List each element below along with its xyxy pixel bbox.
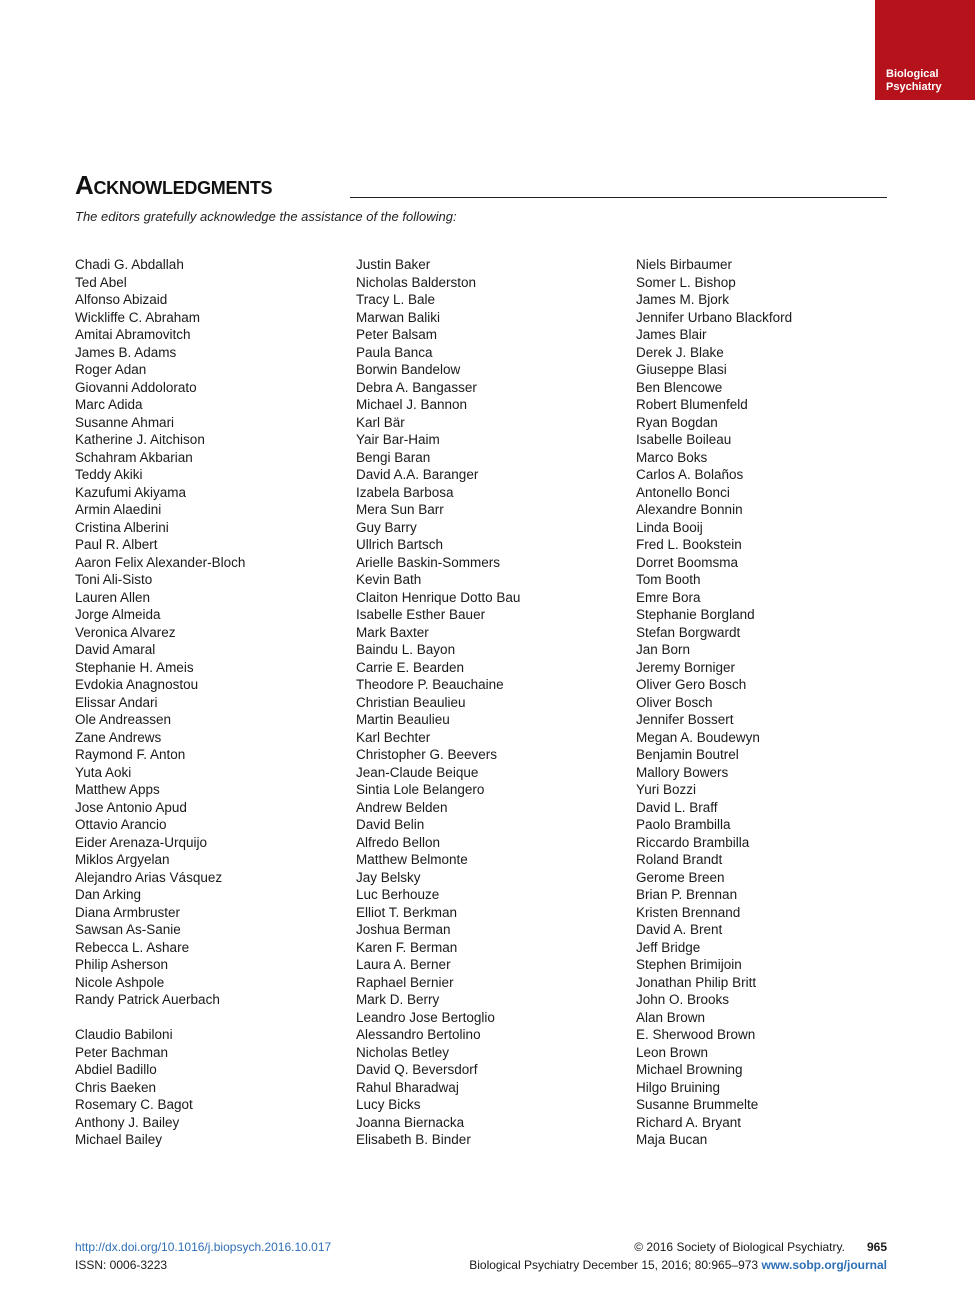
- reviewer-name: Debra A. Bangasser: [356, 379, 477, 395]
- copyright-line: [469, 1239, 887, 1257]
- reviewer-name: Bengi Baran: [356, 449, 431, 465]
- reviewer-name: Kazufumi Akiyama: [75, 484, 187, 500]
- reviewer-name: Miklos Argyelan: [75, 852, 170, 867]
- reviewer-name: Maja Bucan: [636, 1132, 708, 1147]
- reviewer-name: Karl Bechter: [356, 729, 431, 745]
- reviewer-name: Peter Balsam: [356, 327, 438, 342]
- reviewer-name: Carrie E. Bearden: [356, 659, 465, 675]
- reviewer-name: Marc Adida: [75, 397, 143, 412]
- reviewer-name: Michael Browning: [636, 1062, 743, 1077]
- reviewer-name: Philip Asherson: [75, 957, 169, 972]
- reviewer-name: James B. Adams: [75, 344, 177, 360]
- page-subtitle: The editors gratefully acknowledge the assistance of the following:: [75, 209, 457, 224]
- reviewer-name: Jose Antonio Apud: [75, 799, 187, 815]
- reviewer-name: Ottavio Arancio: [75, 817, 167, 832]
- reviewer-name: Wickliffe C. Abraham: [75, 309, 201, 325]
- reviewer-name: Linda Booij: [636, 519, 703, 535]
- reviewer-name: Stephen Brimijoin: [636, 957, 742, 972]
- reviewer-name: Rebecca L. Ashare: [75, 939, 190, 955]
- reviewer-name: Luc Berhouze: [356, 887, 440, 902]
- reviewer-name: Evdokia Anagnostou: [75, 677, 199, 692]
- reviewer-name: Alexandre Bonnin: [636, 502, 743, 517]
- reviewer-name: Susanne Brummelte: [636, 1097, 759, 1112]
- reviewer-name: Isabelle Boileau: [636, 432, 732, 447]
- journal-name-line1: Biological: [886, 68, 939, 80]
- reviewer-name: Alejandro Arias Vásquez: [75, 869, 223, 885]
- reviewer-name: John O. Brooks: [636, 992, 730, 1007]
- reviewer-name: Jan Born: [636, 642, 691, 657]
- reviewer-name: Paolo Brambilla: [636, 817, 731, 832]
- reviewer-name: Nicholas Betley: [356, 1044, 450, 1060]
- reviewer-name: Emre Bora: [636, 589, 701, 605]
- reviewer-name: Zane Andrews: [75, 729, 162, 745]
- reviewer-name: Alan Brown: [636, 1009, 706, 1025]
- reviewer-name: Michael Bailey: [75, 1132, 163, 1147]
- reviewer-name: Joshua Berman: [356, 922, 451, 937]
- reviewer-name: Raphael Bernier: [356, 974, 454, 990]
- reviewer-name: Schahram Akbarian: [75, 449, 193, 465]
- footer-left: [75, 1239, 331, 1274]
- footer-right: [469, 1239, 887, 1274]
- reviewer-name: Jonathan Philip Britt: [636, 974, 757, 990]
- reviewer-name: Oliver Gero Bosch: [636, 677, 747, 692]
- reviewer-name: Paula Banca: [356, 344, 433, 360]
- reviewer-name: David Q. Beversdorf: [356, 1062, 478, 1077]
- reviewer-name: Jay Belsky: [356, 869, 421, 885]
- reviewer-name: Andrew Belden: [356, 799, 448, 815]
- reviewer-name: Tom Booth: [636, 572, 701, 587]
- reviewer-name: Jennifer Urbano Blackford: [636, 309, 793, 325]
- reviewer-name: Jeremy Borniger: [636, 659, 736, 675]
- reviewer-name: Stephanie Borgland: [636, 607, 755, 622]
- reviewer-name: David Belin: [356, 817, 425, 832]
- doi-link[interactable]: http://dx.doi.org/10.1016/j.biopsych.2016.10.017: [75, 1240, 332, 1254]
- reviewer-name: Fred L. Bookstein: [636, 537, 742, 552]
- reviewer-name: Anthony J. Bailey: [75, 1114, 180, 1130]
- reviewer-name: David A.A. Baranger: [356, 467, 479, 482]
- reviewer-name: Teddy Akiki: [75, 467, 143, 482]
- reviewer-name: Benjamin Boutrel: [636, 747, 739, 762]
- reviewer-name: Niels Birbaumer: [636, 257, 733, 272]
- reviewer-name: Cristina Alberini: [75, 519, 169, 535]
- reviewer-column-1: [75, 256, 335, 1149]
- reviewer-name: Joanna Biernacka: [356, 1114, 465, 1130]
- reviewer-name: David Amaral: [75, 642, 156, 657]
- reviewer-name: Paul R. Albert: [75, 537, 158, 552]
- reviewer-name: Stefan Borgwardt: [636, 624, 741, 640]
- reviewer-name: Mallory Bowers: [636, 764, 729, 780]
- reviewer-name: Karl Bär: [356, 414, 405, 430]
- reviewer-name: Arielle Baskin-Sommers: [356, 554, 501, 570]
- reviewer-name: Isabelle Esther Bauer: [356, 607, 486, 622]
- page-title: Acknowledgments: [75, 170, 273, 200]
- reviewer-name: Ullrich Bartsch: [356, 537, 444, 552]
- reviewer-name: Raymond F. Anton: [75, 747, 186, 762]
- reviewer-name: Kristen Brennand: [636, 904, 741, 920]
- page-number: 965: [866, 1240, 887, 1254]
- reviewer-name: Alessandro Bertolino: [356, 1027, 481, 1042]
- citation: Biological Psychiatry December 15, 2016; 80:965–973: [469, 1257, 759, 1272]
- reviewer-name: Christian Beaulieu: [356, 694, 466, 710]
- reviewer-name: James M. Bjork: [636, 292, 730, 307]
- reviewer-name: Kevin Bath: [356, 572, 422, 587]
- reviewer-name: Claiton Henrique Dotto Bau: [356, 589, 521, 605]
- reviewer-name: Lucy Bicks: [356, 1097, 421, 1112]
- reviewer-name: Jeff Bridge: [636, 939, 701, 955]
- reviewer-name: Borwin Bandelow: [356, 362, 461, 377]
- reviewer-name: Dan Arking: [75, 887, 142, 902]
- reviewer-name: Izabela Barbosa: [356, 484, 454, 500]
- reviewer-name: Leandro Jose Bertoglio: [356, 1009, 495, 1025]
- reviewer-name: Eider Arenaza-Urquijo: [75, 834, 208, 850]
- reviewer-name: Peter Bachman: [75, 1044, 169, 1060]
- reviewer-name: Yuta Aoki: [75, 764, 132, 780]
- reviewer-name: Nicole Ashpole: [75, 974, 165, 990]
- reviewer-name: Dorret Boomsma: [636, 554, 739, 570]
- reviewer-name: Jorge Almeida: [75, 607, 161, 622]
- reviewer-name: Justin Baker: [356, 257, 431, 272]
- reviewer-name: Giuseppe Blasi: [636, 362, 727, 377]
- reviewer-name: Marco Boks: [636, 449, 708, 465]
- reviewer-name: E. Sherwood Brown: [636, 1027, 756, 1042]
- reviewer-name: Yuri Bozzi: [636, 782, 697, 797]
- copyright: © 2016 Society of Biological Psychiatry.: [634, 1240, 845, 1254]
- reviewer-name: Elissar Andari: [75, 694, 158, 710]
- reviewer-name: Rahul Bharadwaj: [356, 1079, 459, 1095]
- reviewer-name: David L. Braff: [636, 799, 718, 815]
- reviewer-name: Susanne Ahmari: [75, 414, 175, 430]
- reviewer-name: Aaron Felix Alexander-Bloch: [75, 554, 246, 570]
- reviewer-name: Claudio Babiloni: [75, 1027, 173, 1042]
- reviewer-name: Mera Sun Barr: [356, 502, 444, 517]
- reviewer-name: David A. Brent: [636, 922, 723, 937]
- reviewer-name: Theodore P. Beauchaine: [356, 677, 504, 692]
- reviewer-name: Alfonso Abizaid: [75, 292, 168, 307]
- reviewer-name: Abdiel Badillo: [75, 1062, 157, 1077]
- reviewer-name: Michael J. Bannon: [356, 397, 468, 412]
- reviewer-name: Mark Baxter: [356, 624, 429, 640]
- reviewer-name: Roger Adan: [75, 362, 147, 377]
- reviewer-name: Megan A. Boudewyn: [636, 729, 760, 745]
- reviewer-name: Carlos A. Bolaños: [636, 467, 744, 482]
- reviewer-name: Christopher G. Beevers: [356, 747, 498, 762]
- reviewer-name: Mark D. Berry: [356, 992, 440, 1007]
- reviewer-name: Nicholas Balderston: [356, 274, 477, 290]
- reviewer-name: Sawsan As-Sanie: [75, 922, 181, 937]
- reviewer-name: Rosemary C. Bagot: [75, 1097, 193, 1112]
- reviewer-name: Robert Blumenfeld: [636, 397, 748, 412]
- reviewer-name: Elliot T. Berkman: [356, 904, 458, 920]
- reviewer-name: Lauren Allen: [75, 589, 151, 605]
- reviewer-name: Jennifer Bossert: [636, 712, 734, 727]
- reviewer-name: Giovanni Addolorato: [75, 379, 197, 395]
- reviewer-name: James Blair: [636, 327, 707, 342]
- reviewer-name: Diana Armbruster: [75, 904, 181, 920]
- reviewer-name: Amitai Abramovitch: [75, 327, 191, 342]
- reviewer-name: Martin Beaulieu: [356, 712, 450, 727]
- reviewer-name: Ben Blencowe: [636, 379, 723, 395]
- issn: ISSN: 0006-3223: [75, 1257, 168, 1272]
- reviewer-name: Veronica Alvarez: [75, 624, 176, 640]
- reviewer-name: Jean-Claude Beique: [356, 764, 479, 780]
- citation-line: [469, 1257, 887, 1275]
- journal-name-line2: Psychiatry: [886, 80, 942, 93]
- reviewer-name: Marwan Baliki: [356, 309, 441, 325]
- reviewer-name: Brian P. Brennan: [636, 887, 738, 902]
- reviewer-name: Gerome Breen: [636, 869, 725, 885]
- reviewer-name: Baindu L. Bayon: [356, 642, 456, 657]
- reviewer-name: Chris Baeken: [75, 1079, 157, 1095]
- reviewer-name: Guy Barry: [356, 519, 417, 535]
- reviewer-name: Elisabeth B. Binder: [356, 1132, 471, 1147]
- reviewer-name: Somer L. Bishop: [636, 274, 736, 290]
- reviewer-name: Hilgo Bruining: [636, 1079, 721, 1095]
- reviewer-name: Riccardo Brambilla: [636, 834, 750, 850]
- reviewer-name: Chadi G. Abdallah: [75, 257, 184, 272]
- reviewer-name: Toni Ali-Sisto: [75, 572, 153, 587]
- reviewer-name: Ted Abel: [75, 274, 127, 290]
- reviewer-name: Matthew Belmonte: [356, 852, 468, 867]
- reviewer-name: Roland Brandt: [636, 852, 723, 867]
- reviewer-name: Ryan Bogdan: [636, 414, 718, 430]
- reviewer-name: Matthew Apps: [75, 782, 160, 797]
- reviewer-name: Tracy L. Bale: [356, 292, 436, 307]
- reviewer-name: Alfredo Bellon: [356, 834, 441, 850]
- reviewer-column-3: [636, 256, 896, 1149]
- reviewer-name: Antonello Bonci: [636, 484, 730, 500]
- reviewer-name: Laura A. Berner: [356, 957, 451, 972]
- reviewer-name: Leon Brown: [636, 1044, 709, 1060]
- reviewer-name: Armin Alaedini: [75, 502, 162, 517]
- reviewer-name: Yair Bar-Haim: [356, 432, 440, 447]
- reviewer-name: Derek J. Blake: [636, 344, 724, 360]
- title-rule: [350, 197, 887, 198]
- journal-badge: [875, 0, 975, 100]
- reviewer-name: Stephanie H. Ameis: [75, 659, 194, 675]
- reviewer-name: Randy Patrick Auerbach: [75, 992, 220, 1007]
- reviewer-name: Karen F. Berman: [356, 939, 458, 955]
- reviewer-name: Ole Andreassen: [75, 712, 172, 727]
- website-link[interactable]: www.sobp.org/journal: [761, 1257, 887, 1272]
- reviewer-name: Oliver Bosch: [636, 694, 713, 710]
- reviewer-name: Sintia Lole Belangero: [356, 782, 485, 797]
- reviewer-name: Katherine J. Aitchison: [75, 432, 205, 447]
- reviewer-column-2: [356, 256, 616, 1149]
- reviewer-name: Richard A. Bryant: [636, 1114, 742, 1130]
